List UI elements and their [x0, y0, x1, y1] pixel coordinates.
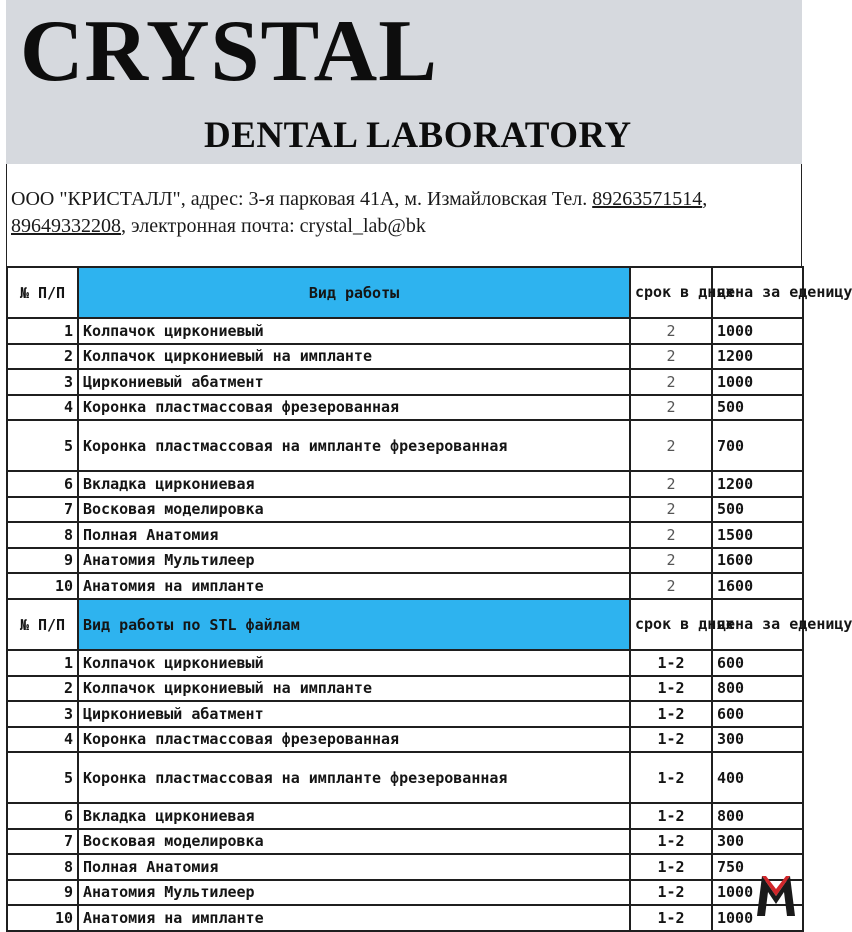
row-price: 700	[712, 420, 803, 471]
row-number: 8	[7, 854, 78, 880]
info-email: , электронная почта: crystal_lab@bk	[121, 215, 426, 237]
row-work-name: Восковая моделировка	[78, 829, 630, 855]
row-number: 5	[7, 752, 78, 803]
row-number: 10	[7, 905, 78, 931]
row-number: 8	[7, 522, 78, 548]
row-term: 1-2	[630, 650, 712, 676]
row-work-name: Колпачок циркониевый	[78, 318, 630, 344]
row-price: 600	[712, 701, 803, 727]
row-work-name: Анатомия Мультилеер	[78, 880, 630, 906]
row-price: 300	[712, 727, 803, 753]
table-row	[7, 548, 803, 574]
row-term: 2	[630, 497, 712, 523]
row-work-name: Вкладка циркониевая	[78, 471, 630, 497]
row-work-name: Полная Анатомия	[78, 522, 630, 548]
table-row	[7, 880, 803, 906]
row-term: 1-2	[630, 829, 712, 855]
brand-title: CRYSTAL	[20, 3, 438, 100]
row-term: 2	[630, 369, 712, 395]
row-work-name: Коронка пластмассовая на импланте фрезерованная	[78, 420, 630, 471]
row-term: 2	[630, 318, 712, 344]
row-price: 1600	[712, 573, 803, 599]
table-row	[7, 573, 803, 599]
row-price: 1000	[712, 318, 803, 344]
row-price: 1600	[712, 548, 803, 574]
row-price: 800	[712, 803, 803, 829]
row-price: 1000	[712, 880, 803, 906]
table-row	[7, 905, 803, 931]
header-number: № П/П	[7, 267, 78, 318]
row-number: 4	[7, 727, 78, 753]
row-term: 1-2	[630, 701, 712, 727]
row-work-name: Вкладка циркониевая	[78, 803, 630, 829]
row-number: 9	[7, 548, 78, 574]
row-term: 2	[630, 573, 712, 599]
row-work-name: Анатомия на импланте	[78, 905, 630, 931]
table-row	[7, 497, 803, 523]
table-row	[7, 650, 803, 676]
row-term: 1-2	[630, 905, 712, 931]
header-work-type: Вид работы	[78, 267, 630, 318]
row-term: 1-2	[630, 880, 712, 906]
row-work-name: Циркониевый абатмент	[78, 369, 630, 395]
header-price: цена за еденицу	[712, 267, 803, 318]
phone-link-1[interactable]: 89263571514	[592, 188, 703, 210]
row-number: 4	[7, 395, 78, 421]
row-term: 2	[630, 522, 712, 548]
row-price: 750	[712, 854, 803, 880]
header-work-type: Вид работы по STL файлам	[78, 599, 630, 650]
header-price: цена за еденицу	[712, 599, 803, 650]
table-row	[7, 318, 803, 344]
row-work-name: Циркониевый абатмент	[78, 701, 630, 727]
row-term: 1-2	[630, 752, 712, 803]
table-row	[7, 752, 803, 803]
row-term: 1-2	[630, 676, 712, 702]
row-number: 6	[7, 803, 78, 829]
row-term: 1-2	[630, 727, 712, 753]
table-row	[7, 803, 803, 829]
row-number: 6	[7, 471, 78, 497]
row-number: 9	[7, 880, 78, 906]
row-number: 1	[7, 318, 78, 344]
table-row	[7, 471, 803, 497]
row-work-name: Анатомия на импланте	[78, 573, 630, 599]
table-row	[7, 727, 803, 753]
table-header-row	[7, 599, 803, 650]
row-number: 7	[7, 497, 78, 523]
row-price: 300	[712, 829, 803, 855]
row-work-name: Полная Анатомия	[78, 854, 630, 880]
row-price: 500	[712, 497, 803, 523]
phone-link-2[interactable]: 89649332208	[11, 215, 121, 237]
table-row	[7, 701, 803, 727]
table-row	[7, 344, 803, 370]
row-number: 3	[7, 701, 78, 727]
header-term: срок в днях	[630, 267, 712, 318]
row-term: 2	[630, 420, 712, 471]
row-number: 2	[7, 676, 78, 702]
row-term: 2	[630, 548, 712, 574]
row-term: 2	[630, 395, 712, 421]
row-term: 2	[630, 471, 712, 497]
row-price: 1200	[712, 344, 803, 370]
row-work-name: Анатомия Мультилеер	[78, 548, 630, 574]
table-header-row	[7, 267, 803, 318]
table-row	[7, 369, 803, 395]
row-price: 400	[712, 752, 803, 803]
price-table-main	[6, 266, 852, 600]
table-row	[7, 522, 803, 548]
row-price: 800	[712, 676, 803, 702]
row-price: 600	[712, 650, 803, 676]
row-term: 1-2	[630, 803, 712, 829]
row-work-name: Коронка пластмассовая на импланте фрезерованная	[78, 752, 630, 803]
table-row	[7, 854, 803, 880]
m-logo-icon	[752, 872, 800, 918]
row-work-name: Восковая моделировка	[78, 497, 630, 523]
header-number: № П/П	[7, 599, 78, 650]
row-price: 1500	[712, 522, 803, 548]
table-row	[7, 676, 803, 702]
row-price: 1000	[712, 905, 803, 931]
row-price: 1000	[712, 369, 803, 395]
row-price: 500	[712, 395, 803, 421]
row-number: 10	[7, 573, 78, 599]
row-work-name: Колпачок циркониевый на импланте	[78, 344, 630, 370]
table-row	[7, 829, 803, 855]
row-number: 7	[7, 829, 78, 855]
header-term: срок в днях	[630, 599, 712, 650]
row-work-name: Колпачок циркониевый на импланте	[78, 676, 630, 702]
info-address: ООО "КРИСТАЛЛ", адрес: 3-я парковая 41А, м. Измайловская Тел.	[11, 188, 593, 210]
row-term: 2	[630, 344, 712, 370]
brand-subtitle: DENTAL LABORATORY	[204, 115, 632, 156]
row-term: 1-2	[630, 854, 712, 880]
row-work-name: Колпачок циркониевый	[78, 650, 630, 676]
info-separator: ,	[702, 188, 708, 210]
table-row	[7, 420, 803, 471]
price-table-stl	[6, 598, 852, 932]
company-info	[6, 164, 802, 266]
row-price: 1200	[712, 471, 803, 497]
row-number: 3	[7, 369, 78, 395]
row-work-name: Коронка пластмассовая фрезерованная	[78, 395, 630, 421]
row-number: 5	[7, 420, 78, 471]
page-header	[6, 0, 802, 164]
row-number: 1	[7, 650, 78, 676]
table-row	[7, 395, 803, 421]
row-number: 2	[7, 344, 78, 370]
row-work-name: Коронка пластмассовая фрезерованная	[78, 727, 630, 753]
